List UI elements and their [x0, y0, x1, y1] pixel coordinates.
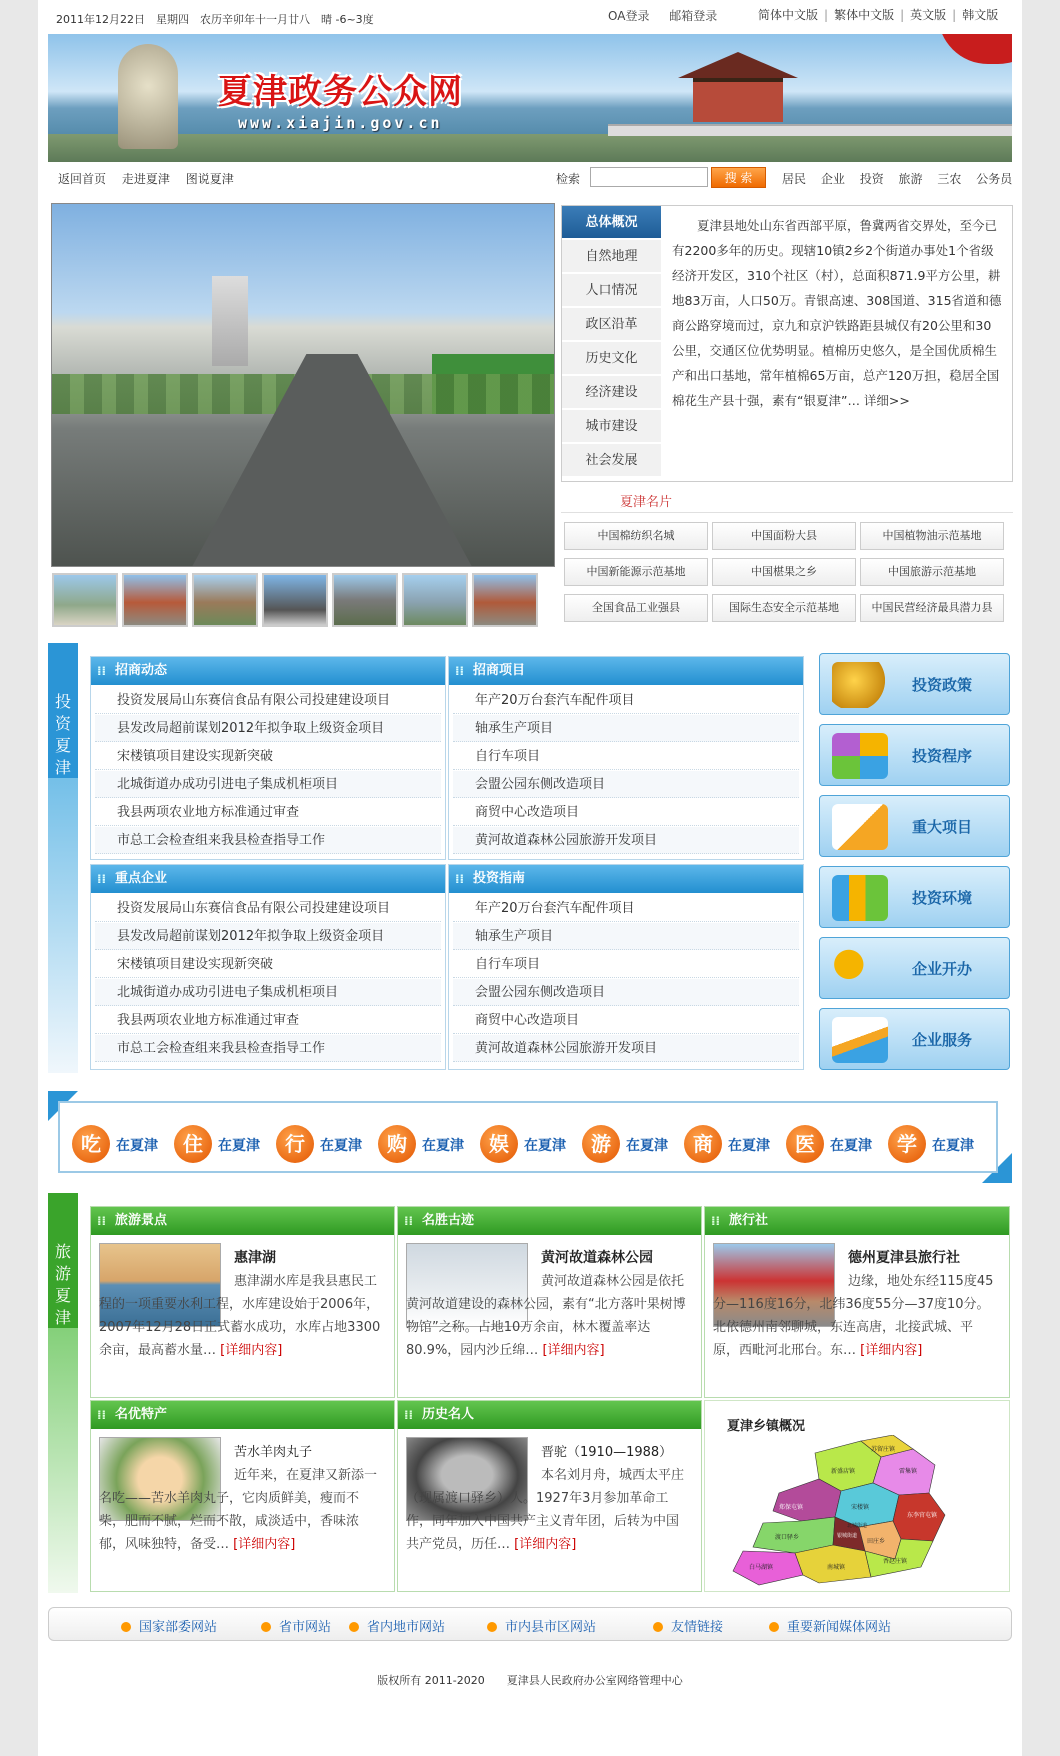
tab-geography[interactable]: 自然地理 — [562, 240, 661, 273]
list-item[interactable]: 轴承生产项目 — [453, 923, 799, 950]
life-in-xiajin-strip — [48, 1091, 1012, 1183]
lang-simplified[interactable]: 简体中文版 — [758, 8, 819, 22]
namecard-item[interactable]: 中国植物油示范基地 — [860, 522, 1004, 550]
key-enterprises-box — [90, 864, 446, 1070]
more-link[interactable]: [详细内容] — [220, 1343, 283, 1358]
item-title[interactable]: 德州夏津县旅行社 — [848, 1250, 960, 1266]
list-item[interactable]: 北城街道办成功引进电子集成机柜项目 — [95, 979, 441, 1006]
travel-agency-box — [704, 1206, 1010, 1398]
box-title[interactable]: ⁞⁞ 旅游景点 — [91, 1207, 394, 1235]
link-provincial[interactable] — [261, 1616, 331, 1635]
nav-tourism[interactable]: 旅游 — [898, 172, 923, 186]
link-label: 重要新闻媒体网站 — [787, 1620, 892, 1635]
list-item[interactable]: 我县两项农业地方标准通过审查 — [95, 799, 441, 826]
button-label: 重大项目 — [912, 818, 973, 836]
lang-english[interactable]: 英文版 — [910, 8, 947, 22]
life-suffix: 在夏津 — [218, 1138, 260, 1154]
key-icon — [832, 946, 888, 992]
box-title[interactable]: ⁞⁞ 重点企业 — [91, 865, 445, 893]
nav-enterprises[interactable]: 企业 — [820, 172, 845, 186]
life-suffix: 在夏津 — [116, 1138, 158, 1154]
life-char: 住 — [174, 1125, 212, 1163]
life-suffix: 在夏津 — [932, 1138, 974, 1154]
overview-text: 夏津县地处山东省西部平原，鲁冀两省交界处，至今已有2200多年的历史。现辖10镇2乡2个街道办事处1个省级经济开发区，310个社区（村），总面积871.9平方公里，耕地83万亩，人口50万。青银高速、308国道、315省道和德商公路穿境而过，京九和京沪铁路距县城仅有20公里和30公里，交通区位优势明显。植棉历史悠久，是全国优质棉生产和出口基地，常年植棉65万亩，总产120万担，稳居全国棉花生产县十强，素有“银夏津”… 详细>> — [672, 218, 1002, 408]
login-links — [608, 7, 733, 24]
lang-korean[interactable]: 韩文版 — [962, 8, 999, 22]
thumbnail-5[interactable] — [332, 573, 398, 627]
more-link[interactable]: [详细内容] — [860, 1343, 923, 1358]
list-item[interactable]: 黄河故道森林公园旅游开发项目 — [453, 827, 799, 854]
list-item[interactable]: 会盟公园东侧改造项目 — [453, 979, 799, 1006]
link-news-media[interactable] — [769, 1616, 891, 1635]
search-label: 检索 — [556, 172, 581, 186]
box-title[interactable]: ⁞⁞ 历史名人 — [398, 1401, 701, 1429]
map-label: 新盛店镇 — [831, 1468, 856, 1475]
date-weather: 2011年12月22日 星期四 农历辛卯年十一月廿八 晴 -6~3度 — [56, 13, 374, 26]
namecard-item[interactable]: 中国棉纺织名城 — [564, 522, 708, 550]
specialty-products-box — [90, 1400, 395, 1592]
tab-population[interactable]: 人口情况 — [562, 274, 661, 307]
page-container — [38, 0, 1022, 1756]
life-char: 商 — [684, 1125, 722, 1163]
map-label: 南城镇 — [827, 1564, 846, 1571]
pavilion-roof — [678, 52, 798, 78]
photo-tower — [212, 276, 248, 366]
list-item[interactable]: 北城街道办成功引进电子集成机柜项目 — [95, 771, 441, 798]
life-suffix: 在夏津 — [524, 1138, 566, 1154]
main-nav — [58, 170, 246, 187]
buildings-icon — [832, 875, 888, 921]
list-item[interactable]: 宋楼镇项目建设实现新突破 — [95, 743, 441, 770]
list-item[interactable]: 市总工会检查组来我县检查指导工作 — [95, 1035, 441, 1062]
statue-image — [118, 44, 178, 149]
list-item[interactable]: 县发改局超前谋划2012年拟争取上级资金项目 — [95, 715, 441, 742]
thumbnail-4[interactable] — [262, 573, 328, 627]
item-text — [406, 1270, 690, 1362]
link-label: 国家部委网站 — [139, 1620, 218, 1635]
item-text — [99, 1270, 383, 1362]
bullet-icon — [349, 1622, 359, 1632]
nav-about[interactable]: 走进夏津 — [121, 172, 170, 186]
more-link[interactable]: [详细内容] — [233, 1537, 296, 1552]
major-projects-button[interactable] — [819, 795, 1010, 857]
nav-home[interactable]: 返回首页 — [58, 172, 107, 186]
button-label: 企业服务 — [912, 1031, 973, 1049]
thumbnail-2[interactable] — [122, 573, 188, 627]
nav-agriculture[interactable]: 三农 — [937, 172, 962, 186]
site-banner — [48, 34, 1012, 162]
list-item[interactable]: 商贸中心改造项目 — [453, 1007, 799, 1034]
thumbnail-3[interactable] — [192, 573, 258, 627]
invest-environment-button[interactable] — [819, 866, 1010, 928]
list-item[interactable]: 年产20万台套汽车配件项目 — [453, 895, 799, 922]
bullet-icon — [261, 1622, 271, 1632]
map-label: 郑保屯镇 — [779, 1504, 804, 1511]
button-label: 企业开办 — [912, 960, 973, 978]
life-char: 吃 — [72, 1125, 110, 1163]
famous-people-box — [397, 1400, 702, 1592]
invest-news-box — [90, 656, 446, 860]
box-title[interactable]: ⁞⁞ 名优特产 — [91, 1401, 394, 1429]
namecard-item[interactable]: 全国食品工业强县 — [564, 594, 708, 622]
red-ribbon — [938, 34, 1012, 64]
link-label: 友情链接 — [671, 1620, 724, 1635]
link-county-city[interactable] — [487, 1616, 596, 1635]
item-text — [406, 1464, 690, 1556]
item-text-body: 黄河故道森林公园是依托黄河故道建设的森林公园，素有“北方落叶果树博物馆”之称。占地10万余亩，林木覆盖率达80.9%，园内沙丘绵… — [406, 1274, 686, 1358]
box-title[interactable]: ⁞⁞ 招商项目 — [449, 657, 803, 685]
township-map[interactable] — [723, 1435, 953, 1587]
more-link[interactable]: [详细内容] — [514, 1537, 577, 1552]
thumbnail-7[interactable] — [472, 573, 538, 627]
tab-economy[interactable]: 经济建设 — [562, 376, 661, 409]
list-item[interactable]: 我县两项农业地方标准通过审查 — [95, 1007, 441, 1034]
map-label: 东李官屯镇 — [907, 1512, 938, 1519]
map-label: 宋楼镇 — [851, 1504, 870, 1511]
list-item[interactable]: 投资发展局山东赛信食品有限公司投建建设项目 — [95, 687, 441, 714]
life-char: 娱 — [480, 1125, 518, 1163]
map-label: 田庄乡 — [867, 1538, 886, 1545]
list-item[interactable]: 自行车项目 — [453, 743, 799, 770]
list-item[interactable]: 轴承生产项目 — [453, 715, 799, 742]
life-char: 游 — [582, 1125, 620, 1163]
namecards-title: 夏津名片 — [620, 495, 673, 510]
map-region[interactable] — [773, 1479, 841, 1521]
life-suffix: 在夏津 — [320, 1138, 362, 1154]
list-item[interactable]: 投资发展局山东赛信食品有限公司投建建设项目 — [95, 895, 441, 922]
search-button[interactable]: 搜 索 — [711, 167, 766, 188]
life-char: 学 — [888, 1125, 926, 1163]
invest-policy-button[interactable] — [819, 653, 1010, 715]
invest-guide-box — [448, 864, 804, 1070]
life-suffix: 在夏津 — [626, 1138, 668, 1154]
invest-side-tab — [48, 643, 78, 778]
nav-civil-servants[interactable]: 公务员 — [976, 172, 1013, 186]
tour-side-tab — [48, 1193, 78, 1328]
tab-overview[interactable]: 总体概况 — [562, 206, 661, 239]
business-setup-button[interactable] — [819, 937, 1010, 999]
box-title[interactable]: ⁞⁞ 招商动态 — [91, 657, 445, 685]
language-switcher: 简体中文版 | 繁体中文版 | 英文版 | 韩文版 — [758, 8, 999, 22]
item-text-body: 边缘，地处东经115度45分—116度16分，北纬36度55分—37度10分。北依德州南邻聊城，东连高唐，北接武城、平原，西毗河北邢台。东… — [713, 1274, 994, 1358]
list-item[interactable]: 年产20万台套汽车配件项目 — [453, 687, 799, 714]
map-label: 香赵庄镇 — [883, 1558, 908, 1565]
button-label: 投资政策 — [912, 676, 973, 694]
tab-culture[interactable]: 历史文化 — [562, 342, 661, 375]
bullet-icon — [653, 1622, 663, 1632]
namecard-item[interactable]: 中国民营经济最具潜力县 — [860, 594, 1004, 622]
list-item[interactable]: 自行车项目 — [453, 951, 799, 978]
township-overview-box — [704, 1400, 1010, 1592]
link-ministries[interactable] — [121, 1616, 217, 1635]
map-label: 北城街道 — [847, 1523, 868, 1529]
banner-ground — [48, 134, 1012, 162]
list-item[interactable]: 县发改局超前谋划2012年拟争取上级资金项目 — [95, 923, 441, 950]
tab-urban[interactable]: 城市建设 — [562, 410, 661, 443]
namecard-item[interactable]: 国际生态安全示范基地 — [712, 594, 856, 622]
map-label: 银城街道 — [837, 1533, 858, 1539]
item-text-body: 本名刘月舟，城西太平庄（现属渡口驿乡）人。1927年3月参加革命工作，同年加入中国共产主义青年团，后转为中国共产党员，历任… — [406, 1468, 685, 1552]
life-char: 行 — [276, 1125, 314, 1163]
nav-gallery[interactable]: 图说夏津 — [185, 172, 234, 186]
county-overview — [561, 205, 1013, 482]
list-item[interactable]: 黄河故道森林公园旅游开发项目 — [453, 1035, 799, 1062]
map-label: 白马湖镇 — [749, 1564, 774, 1571]
nav-investment[interactable]: 投资 — [859, 172, 884, 186]
box-title[interactable]: ⁞⁞ 名胜古迹 — [398, 1207, 701, 1235]
map-title: 夏津乡镇概况 — [727, 1419, 806, 1434]
item-title[interactable]: 惠津湖 — [234, 1250, 276, 1266]
related-links-bar — [48, 1607, 1012, 1641]
link-prefecture[interactable] — [349, 1616, 445, 1635]
tab-history-admin[interactable]: 政区沿革 — [562, 308, 661, 341]
box-title[interactable]: ⁞⁞ 旅行社 — [705, 1207, 1009, 1235]
item-text-body: 惠津湖水库是我县惠民工程的一项重要水利工程，水库建设始于2006年，2007年12月28日正式蓄水成功，水库占地3300余亩，最高蓄水量… — [99, 1274, 381, 1358]
pavilion-image — [678, 52, 798, 122]
bullet-icon — [121, 1622, 131, 1632]
invest-side-label: 投资夏津 — [54, 692, 71, 777]
namecard-item[interactable]: 中国椹果之乡 — [712, 558, 856, 586]
list-item[interactable]: 商贸中心改造项目 — [453, 799, 799, 826]
more-link[interactable]: [详细内容] — [542, 1343, 605, 1358]
coins-icon — [832, 662, 888, 708]
life-char: 购 — [378, 1125, 416, 1163]
bullet-icon — [769, 1622, 779, 1632]
map-label: 雷集镇 — [899, 1468, 918, 1475]
mail-login-link[interactable]: 邮箱登录 — [669, 9, 718, 23]
button-label: 投资程序 — [912, 747, 973, 765]
namecard-item[interactable]: 中国旅游示范基地 — [860, 558, 1004, 586]
thumbnail-1[interactable] — [52, 573, 118, 627]
nav-residents[interactable]: 居民 — [782, 172, 807, 186]
box-title[interactable]: ⁞⁞ 投资指南 — [449, 865, 803, 893]
site-url: www.xiajin.gov.cn — [238, 114, 443, 132]
life-char: 医 — [786, 1125, 824, 1163]
list-item[interactable]: 宋楼镇项目建设实现新突破 — [95, 951, 441, 978]
item-text-body: 近年来，在夏津又新添一名吃——苦水羊肉丸子，它肉质鲜美，瘦而不柴，肥而不腻，烂而不散，咸淡适中，香味浓郁，风味独特，备受… — [99, 1468, 378, 1552]
link-friendly[interactable] — [653, 1616, 723, 1635]
map-label: 苏留庄镇 — [871, 1446, 896, 1453]
copyright-footer: 版权所有 2011-2020 夏津县人民政府办公室网络管理中心 — [377, 1674, 683, 1687]
oa-login-link[interactable]: OA登录 — [608, 9, 650, 23]
search-input[interactable] — [590, 167, 708, 187]
tour-side-label: 旅游夏津 — [54, 1242, 71, 1327]
lang-traditional[interactable]: 繁体中文版 — [834, 8, 895, 22]
bullet-icon — [487, 1622, 497, 1632]
bridge-image — [608, 124, 1012, 136]
link-label: 省内地市网站 — [367, 1620, 446, 1635]
item-title[interactable]: 黄河故道森林公园 — [541, 1250, 653, 1266]
document-pen-icon — [832, 1017, 888, 1063]
pavilion-body — [693, 78, 783, 122]
life-suffix: 在夏津 — [728, 1138, 770, 1154]
invest-projects-box — [448, 656, 804, 860]
item-text — [99, 1464, 383, 1556]
audience-nav — [782, 170, 1023, 187]
list-item[interactable]: 会盟公园东侧改造项目 — [453, 771, 799, 798]
photo-thumbnails — [52, 573, 554, 629]
namecard-item[interactable]: 中国新能源示范基地 — [564, 558, 708, 586]
link-label: 省市网站 — [279, 1620, 332, 1635]
thumbnail-6[interactable] — [402, 573, 468, 627]
invest-procedure-button[interactable] — [819, 724, 1010, 786]
site-title: 夏津政务公众网 — [218, 72, 463, 112]
business-service-button[interactable] — [819, 1008, 1010, 1070]
map-label: 渡口驿乡 — [775, 1534, 800, 1541]
calendar-icon — [832, 804, 888, 850]
list-item[interactable]: 市总工会检查组来我县检查指导工作 — [95, 827, 441, 854]
item-text — [713, 1270, 997, 1362]
item-title[interactable]: 苦水羊肉丸子 — [234, 1445, 313, 1460]
button-label: 投资环境 — [912, 889, 973, 907]
namecard-item[interactable]: 中国面粉大县 — [712, 522, 856, 550]
scenic-spots-box — [90, 1206, 395, 1398]
item-title[interactable]: 晋驼（1910—1988） — [541, 1445, 673, 1460]
life-suffix: 在夏津 — [422, 1138, 464, 1154]
people-blocks-icon — [832, 733, 888, 779]
historic-sites-box — [397, 1206, 702, 1398]
link-label: 市内县市区网站 — [505, 1620, 597, 1635]
featured-city-photo[interactable] — [51, 203, 555, 567]
life-suffix: 在夏津 — [830, 1138, 872, 1154]
tab-society[interactable]: 社会发展 — [562, 444, 661, 477]
